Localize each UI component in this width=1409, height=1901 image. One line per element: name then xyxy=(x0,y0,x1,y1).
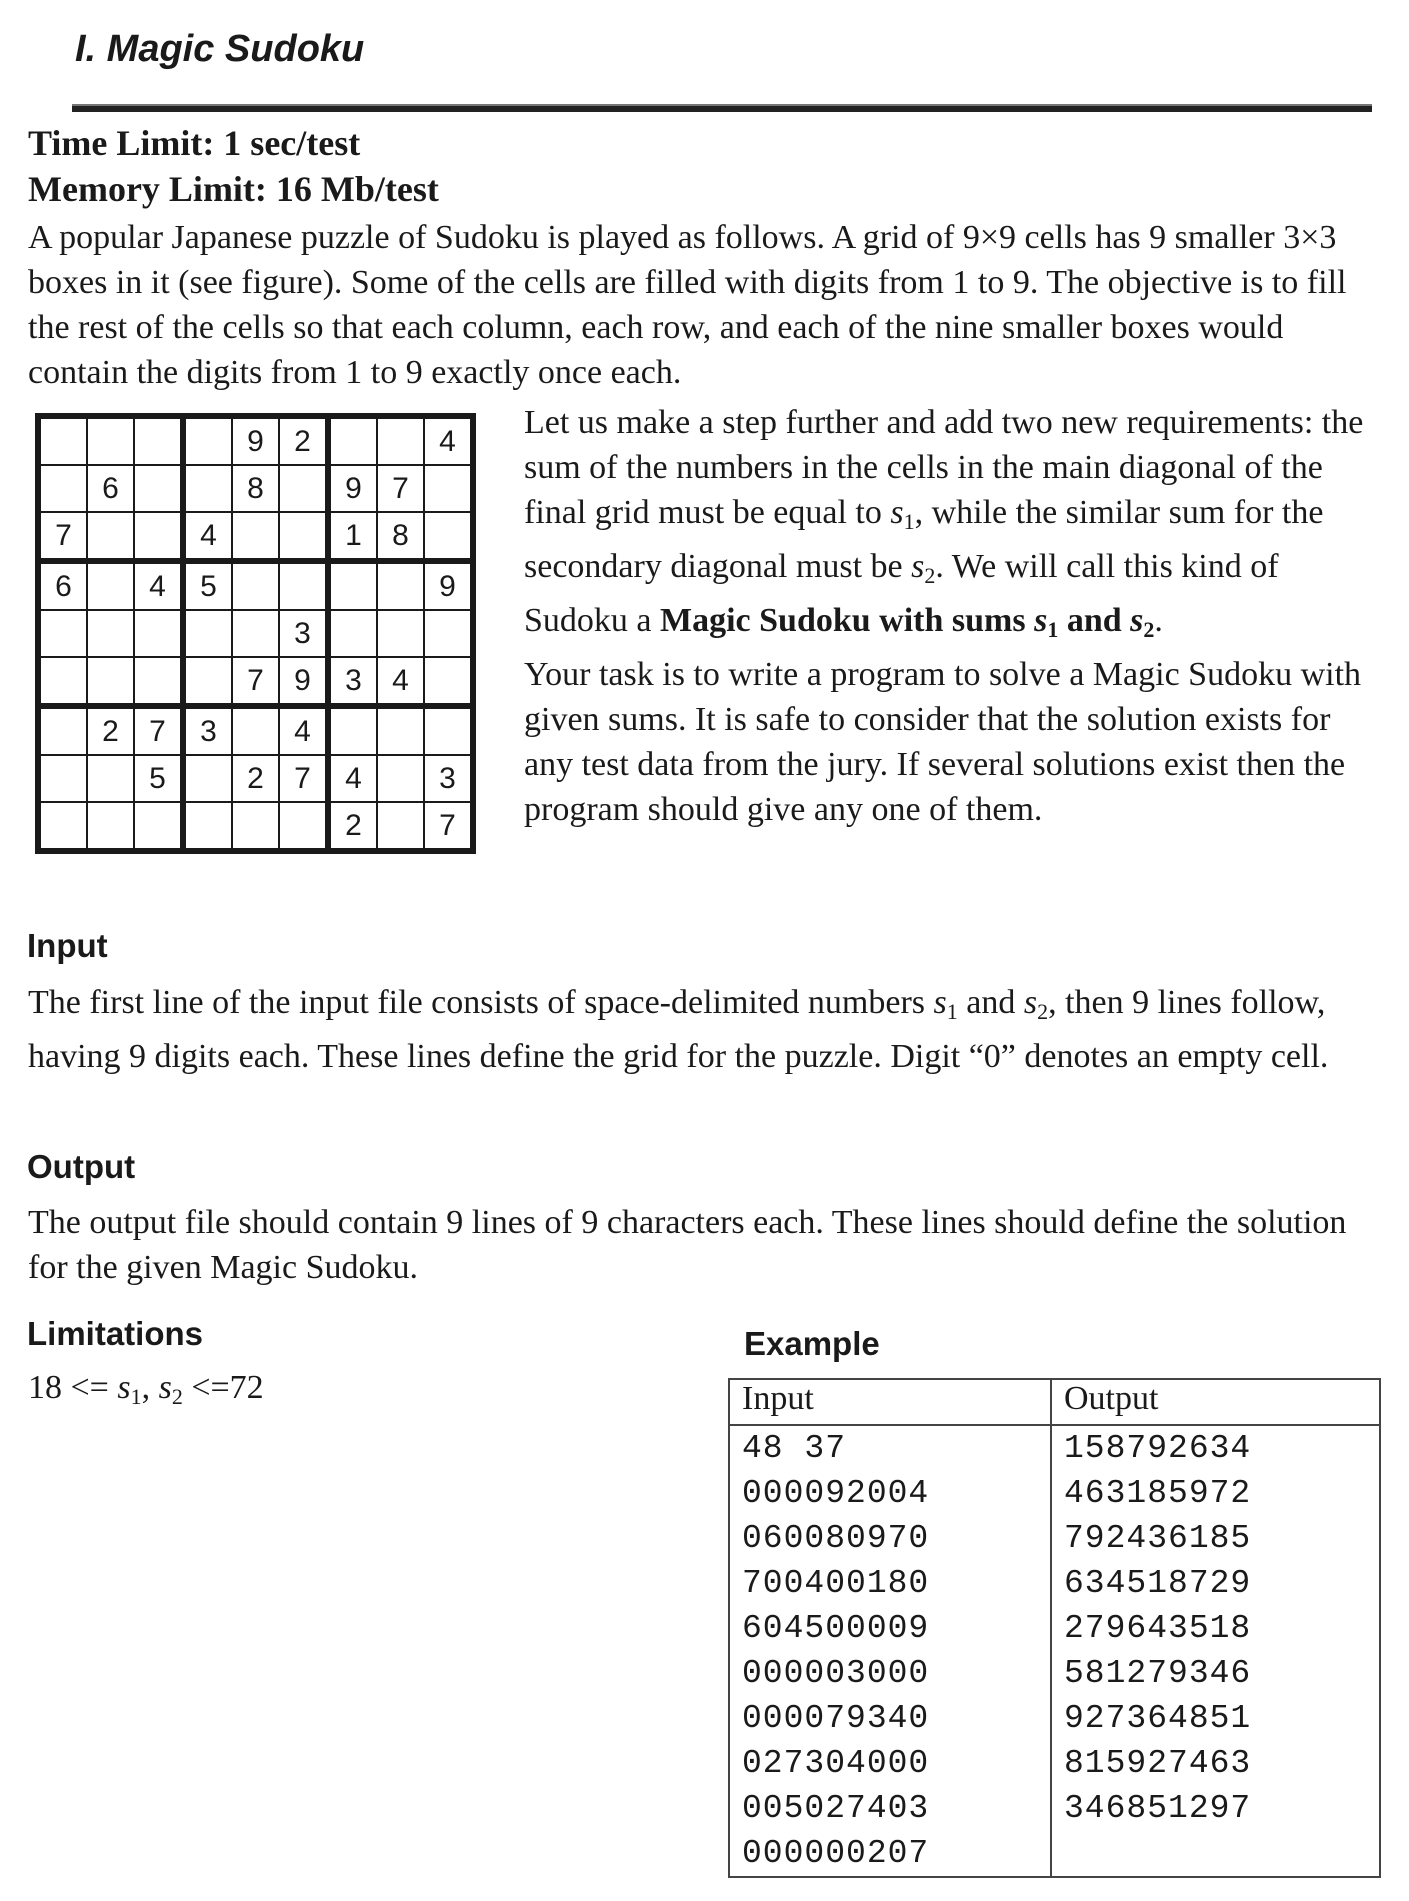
example-line: 000003000 xyxy=(742,1655,930,1692)
example-table xyxy=(728,1378,1381,1878)
grid-cell xyxy=(38,610,87,657)
grid-cell xyxy=(328,610,377,657)
grid-cell xyxy=(232,561,279,610)
example-line: 158792634 xyxy=(1064,1430,1252,1467)
grid-cell: 8 xyxy=(232,465,279,512)
grid-cell xyxy=(38,706,87,755)
grid-cell xyxy=(87,416,134,465)
grid-cell: 3 xyxy=(183,706,232,755)
grid-row xyxy=(38,416,473,465)
requirements-paragraph: Let us make a step further and add two new requirements: the sum of the numbers in the cells in the main diagonal of the final grid must be equal to $s_1$, while the similar sum for the secondary diagonal must be $s_2$. We will call this kind of Sudoku a Magic Sudoku with sums $s_1$ and $s_2$. xyxy=(524,404,1364,642)
example-input-header: Input xyxy=(729,1379,1051,1425)
grid-cell: 4 xyxy=(134,561,183,610)
grid-cell: 7 xyxy=(424,802,473,851)
memory-limit: Memory Limit: 16 Mb/test xyxy=(28,169,439,209)
grid-cell xyxy=(232,802,279,851)
output-description: The output file should contain 9 lines of 9 characters each. These lines should define the solution for the given Magic Sudoku. xyxy=(28,1204,1347,1286)
grid-cell xyxy=(377,416,424,465)
grid-cell xyxy=(328,416,377,465)
example-line: 927364851 xyxy=(1064,1700,1252,1737)
grid-row xyxy=(38,561,473,610)
input-heading: Input xyxy=(27,927,108,964)
example-line: 000000207 xyxy=(742,1835,930,1872)
time-limit: Time Limit: 1 sec/test xyxy=(28,123,361,163)
grid-cell xyxy=(87,512,134,561)
grid-cell: 9 xyxy=(328,465,377,512)
grid-cell xyxy=(38,657,87,706)
example-line: 005027403 xyxy=(742,1790,930,1827)
grid-cell: 9 xyxy=(232,416,279,465)
grid-cell xyxy=(38,755,87,802)
grid-cell xyxy=(134,610,183,657)
example-input-cell xyxy=(729,1425,1051,1877)
grid-cell xyxy=(279,802,328,851)
grid-cell: 4 xyxy=(328,755,377,802)
grid-cell xyxy=(424,465,473,512)
example-line: 279643518 xyxy=(1064,1610,1252,1647)
grid-cell xyxy=(134,465,183,512)
grid-cell xyxy=(87,802,134,851)
grid-cell xyxy=(424,610,473,657)
grid-cell: 2 xyxy=(87,706,134,755)
example-line: 581279346 xyxy=(1064,1655,1252,1692)
example-output-header: Output xyxy=(1051,1379,1380,1425)
example-line: 027304000 xyxy=(742,1745,930,1782)
grid-cell: 6 xyxy=(38,561,87,610)
grid-cell: 4 xyxy=(183,512,232,561)
grid-cell: 6 xyxy=(87,465,134,512)
grid-cell xyxy=(377,802,424,851)
grid-row xyxy=(38,706,473,755)
grid-cell xyxy=(134,512,183,561)
grid-cell xyxy=(183,755,232,802)
grid-row xyxy=(38,755,473,802)
grid-cell xyxy=(377,706,424,755)
grid-cell xyxy=(424,706,473,755)
grid-cell xyxy=(87,657,134,706)
grid-cell xyxy=(328,706,377,755)
example-line: 463185972 xyxy=(1064,1475,1252,1512)
grid-cell: 7 xyxy=(134,706,183,755)
grid-row xyxy=(38,610,473,657)
intro-paragraph: A popular Japanese puzzle of Sudoku is played as follows. A grid of 9×9 cells has 9 smaller 3×3 boxes in it (see figure). Some of the cells are filled with digits from 1 to 9. The objective is to fill the rest of the cells so that each column, each row, and each of the nine smaller boxes would contain the digits from 1 to 9 exactly once each. xyxy=(28,219,1347,391)
input-description: The first line of the input file consists of space-delimited numbers $s_1$ and $s_2$, then 9 lines follow, having 9 digits each. These lines define the grid for the puzzle. Digit “0” denotes an empty cell. xyxy=(28,984,1329,1075)
grid-row xyxy=(38,512,473,561)
limitations-heading: Limitations xyxy=(27,1315,204,1352)
grid-cell xyxy=(87,610,134,657)
title-divider xyxy=(72,104,1372,112)
grid-cell xyxy=(38,416,87,465)
grid-cell xyxy=(38,802,87,851)
limitations-text: $18 <= s_1$, $s_2 <=72$ xyxy=(28,1369,264,1409)
grid-cell: 4 xyxy=(377,657,424,706)
task-paragraph: Your task is to write a program to solve a Magic Sudoku with given sums. It is safe to consider that the solution exists for any test data from the jury. If several solutions exist then the program should give any one of them. xyxy=(524,656,1362,828)
grid-cell xyxy=(232,706,279,755)
grid-cell xyxy=(377,610,424,657)
grid-cell xyxy=(183,465,232,512)
example-line: 815927463 xyxy=(1064,1745,1252,1782)
grid-cell xyxy=(279,512,328,561)
grid-cell: 9 xyxy=(424,561,473,610)
grid-cell: 1 xyxy=(328,512,377,561)
grid-cell xyxy=(424,512,473,561)
example-line: 060080970 xyxy=(742,1520,930,1557)
example-line: 604500009 xyxy=(742,1610,930,1647)
grid-cell xyxy=(134,657,183,706)
grid-cell: 3 xyxy=(279,610,328,657)
grid-cell: 4 xyxy=(424,416,473,465)
grid-cell: 7 xyxy=(377,465,424,512)
grid-cell: 5 xyxy=(134,755,183,802)
grid-cell xyxy=(134,802,183,851)
grid-cell xyxy=(377,561,424,610)
grid-cell xyxy=(279,465,328,512)
grid-cell: 5 xyxy=(183,561,232,610)
example-line: 346851297 xyxy=(1064,1790,1252,1827)
grid-row xyxy=(38,465,473,512)
grid-row xyxy=(38,802,473,851)
output-heading: Output xyxy=(27,1148,136,1185)
grid-cell xyxy=(183,416,232,465)
grid-cell: 9 xyxy=(279,657,328,706)
example-line: 000079340 xyxy=(742,1700,930,1737)
grid-cell: 8 xyxy=(377,512,424,561)
grid-cell xyxy=(328,561,377,610)
grid-row xyxy=(38,657,473,706)
grid-cell xyxy=(377,755,424,802)
grid-cell xyxy=(38,465,87,512)
grid-cell xyxy=(232,610,279,657)
grid-cell xyxy=(232,512,279,561)
grid-cell xyxy=(424,657,473,706)
example-line: 700400180 xyxy=(742,1565,930,1602)
example-line: 000092004 xyxy=(742,1475,930,1512)
grid-cell: 7 xyxy=(232,657,279,706)
example-line: 48 37 xyxy=(742,1430,847,1467)
grid-cell: 2 xyxy=(232,755,279,802)
grid-cell xyxy=(183,802,232,851)
grid-cell: 7 xyxy=(38,512,87,561)
example-heading: Example xyxy=(744,1325,880,1362)
grid-cell xyxy=(134,416,183,465)
example-output-cell xyxy=(1051,1425,1380,1877)
grid-cell: 4 xyxy=(279,706,328,755)
grid-cell xyxy=(87,755,134,802)
magic-description xyxy=(524,400,1384,832)
grid-cell: 7 xyxy=(279,755,328,802)
grid-cell xyxy=(183,657,232,706)
example-line: 634518729 xyxy=(1064,1565,1252,1602)
grid-cell xyxy=(279,561,328,610)
grid-cell xyxy=(183,610,232,657)
example-line: 792436185 xyxy=(1064,1520,1252,1557)
grid-cell xyxy=(87,561,134,610)
magic-sudoku-term: Magic Sudoku with sums $s_1$ and $s_2$ xyxy=(660,602,1155,642)
grid-cell: 3 xyxy=(328,657,377,706)
grid-cell: 2 xyxy=(279,416,328,465)
problem-title: I. Magic Sudoku xyxy=(75,28,365,70)
grid-cell: 3 xyxy=(424,755,473,802)
sudoku-grid xyxy=(35,413,476,854)
grid-cell: 2 xyxy=(328,802,377,851)
